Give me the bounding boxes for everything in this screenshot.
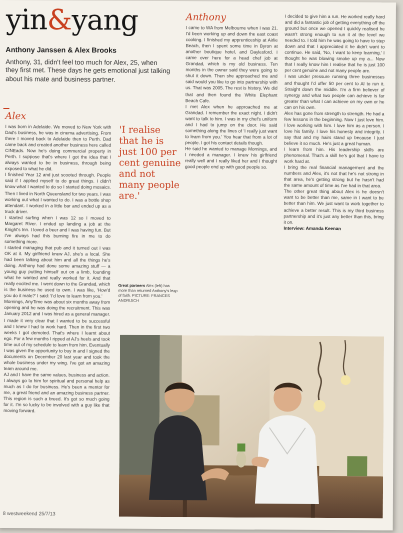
alex-paragraph: Mornings, AnyTime was about six months away from opening and he was doing the recruitment. This was January 2012 and I was hired as a general manager. I made it very clear that I wanted to be successful and I knew I had to work hard. Then in the first two weeks I got demoted. That's where I learnt about ego. For a few months I ripped at AJ's heels and took time out of my schedule to learn from him. Eventually I was given the opportunity to buy in and I signed the documents on December 20 last year and took the whole business under my wing. I've got an amazing team around me. [3, 299, 111, 372]
anthony-paragraph: He said he wanted to manage Mornings, and I needed a manager. I knew his girlfriend really well and I really liked her and I thought good people end up with good people so. [184, 146, 278, 170]
anthony-paragraph: I bring the real financial management and the numbers and Alex, it's not that he's not strong in that area, he's getting strong but he hasn't had the same amount of time as I've had in that area. [283, 164, 384, 189]
byline: Anthony Janssen & Alex Brooks [5, 45, 117, 55]
anthony-paragraph: The other great thing about Alex is he doesn't want to be better than me, same in I want to be better than him. We just want to work together to achieve a better result. This is my third business partnership and it's just any better than this, bring it on. [283, 189, 384, 225]
alex-paragraph: AJ and I have the same values, business and action. I always go to him for spiritual and personal help as much as I do for business. He's been a mentor for me, a great friend and an amazing business partner. This region is such a breed. It's got so much going for it. I'm so lucky to be involved with a guy like that moving forward. [3, 371, 110, 414]
anthony-paragraph: I decided to give him a run. He worked really hard and did a fantastic job of getting everything off the ground but once we opened I quickly realised he wasn't strong enough to run it at the level we needed to. I told him he was going to have to step down and that I appreciated it he didn't want to continue. He said, 'No, I want to keep learning.' I thought he was blowing smoke up my a... Now that I really know him I realise that he is just 100 per cent genuine and not many people are. [284, 13, 385, 74]
anthony-paragraph: I learn from him. His leadership skills are phenomenal. That's a skill he's got that I have to work hard at. [284, 146, 385, 165]
standfirst: Anthony, 31, didn't feel too much for Alex, 25, when they first met. These days he gets emotional just talking about his mate and business partner. [5, 59, 171, 84]
anthony-column [185, 13, 278, 171]
portrait-photo [119, 335, 384, 519]
page-footer: 8 westweekend 25/7/13 [2, 511, 56, 518]
caption-text: Alex (left) has more than returned Anthony's leap of faith. PICTURE: FRANCES ANDRIJICH [118, 282, 178, 303]
alex-paragraph: I started managing that pub and it turned out I was OK at it. My girlfriend knew AJ, she's a local. She had been talking about him and all the things he's doing. Anthony had done some amazing stuff — a young guy putting himself out on a limb, founding what he wanted and really worked for it. And that really excited me. I went down to the Grandad, which is the business he used to own. I was like, 'How'd you do it mate?' I said: 'I'd love to learn from you.' [4, 244, 111, 299]
section-rule [3, 108, 9, 109]
caption-lead: Great partners [118, 282, 146, 288]
photo-caption [118, 283, 178, 303]
pull-quote: 'I realise that he is just 100 per cent genuine and not many people are.' [118, 124, 181, 202]
anthony-paragraph: Alex has gone from strength to strength. He had a few lessons in the beginning. Now I just love him. I love working with him. I love him as a person. I love his family. I love his honesty and integrity. I say that and my hairs stand up because I just believe it so much. He's just a great human. [284, 110, 385, 147]
title-yang: yang [71, 3, 139, 37]
portrait-illustration [119, 335, 384, 519]
anthony-column-continued [284, 14, 385, 232]
alex-paragraph: I finished Year 12 and just scooted through. People said if I applied myself to do great things. I didn't know what I wanted to do so I started doing mosaics. Then I lived in North Queensland for two years. I was working out what I wanted to do. I was a bottle shop attendant. I worked in a little bar and ended up as a truck driver. [4, 172, 111, 214]
title-ampersand: & [47, 3, 72, 37]
anthony-paragraph: I met Alex when he approached me at Grandad. I remember the exact night. I didn't want to talk to him. I was in my chef's uniform and I had to jump on the door. He said something along the lines of 'I really just want to learn from you.' You hear that from a lot of people. I got his contact details though. [185, 103, 278, 146]
title-yin: yin [5, 3, 48, 37]
page-title [6, 3, 138, 37]
alex-heading: Alex [5, 111, 27, 123]
anthony-paragraph: I came to WA from Melbourne when I was 21. I'd been working up and down the east coast cooking. I finished my apprenticeship at Airlie Beach, then I spent some time in Byron at another boutique hotel, and Daylesford. I came over here for a head chef job at Grandad, which is my old business. Ten months in the owner said they were going to shut it down. Then she approached me and said would you like to go into partnership with us. That was 2005. The rest is history. We did that and then found the White Elephant Beach Cafe. [185, 25, 278, 103]
anthony-paragraph: I was under pressure running three businesses and thought I'd offer 50 per cent to Al to run it. Straight down the middle. I'm a firm believer of synergy and what two people can achieve is far greater than what I can achieve on my own or he can on his own. [284, 74, 385, 110]
alex-paragraph: I started surfing when I was 12 so I moved to Margaret River. I ended up landing a job at the Knight's Inn. I loved a beer and I was having fun. But I've always had this burning fire in me to do something more. [4, 214, 111, 245]
anthony-heading: Anthony [185, 12, 227, 24]
alex-paragraph: I was born in Adelaide. We moved to New York with Dad's business, he was in cinema advertising. From there I moved back to Adelaide then to Perth. Dad came back and created another business here called CINEads. Now he's doing commercial property in Perth. I suppose that's where I got the idea that I always wanted to be in business, through being exposed to what he did. [4, 124, 112, 172]
alex-column [3, 112, 111, 415]
interview-credit: Interview: Amanda Keenan [283, 225, 341, 231]
